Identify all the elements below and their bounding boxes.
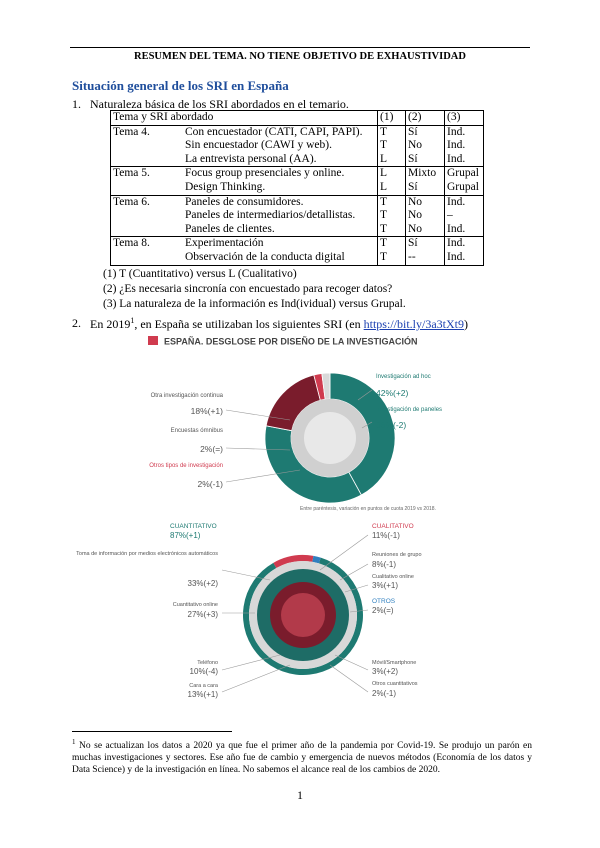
col2-value-line: No <box>408 139 423 152</box>
header-rule <box>70 47 530 48</box>
value-cuantitativo: 87%(+1) <box>170 531 201 540</box>
col3-value-line: Ind. <box>447 237 466 250</box>
col2-value <box>406 167 445 195</box>
sri-description-line: Experimentación <box>185 237 264 250</box>
sri-description <box>183 125 378 167</box>
note-2: (2) ¿Es necesaria sincronía con encuestado para recoger datos? <box>103 283 393 295</box>
col1-value <box>378 237 406 265</box>
sri-description-line: Observación de la conducta digital <box>185 250 345 263</box>
col2-value <box>406 125 445 167</box>
label-medios-electronicos: Toma de información por medios electrónicos automáticos <box>76 551 218 557</box>
col3-value-line: – <box>447 209 453 222</box>
label-telefono: Teléfono <box>197 660 218 666</box>
label-paneles: Investigación de paneles <box>376 407 443 413</box>
col3-value-line: Ind. <box>447 222 466 235</box>
infographic-title: ESPAÑA. DESGLOSE POR DISEÑO DE LA INVESTIGACIÓN <box>164 336 418 347</box>
col1-value-line: T <box>380 250 388 263</box>
col3-value-line: Grupal <box>447 180 479 193</box>
col1-value-line: T <box>380 237 388 250</box>
col1-value-line: T <box>380 125 388 138</box>
sri-description-line: Focus group presenciales y online. <box>185 167 345 180</box>
col3-value <box>445 167 484 195</box>
col1-value-line: T <box>380 139 388 152</box>
title-marker <box>148 336 158 345</box>
item-1-number: 1. <box>72 97 81 111</box>
table-row <box>111 237 484 265</box>
footnote-rule <box>72 731 232 732</box>
value-omnibus: 2%(=) <box>200 444 223 454</box>
label-omnibus: Encuestas ómnibus <box>170 428 223 434</box>
col2-value-line: No <box>408 195 423 208</box>
header-topic: Tema y SRI abordado <box>111 111 378 126</box>
col3-value-line: Ind. <box>447 125 466 138</box>
col1-value-line: T <box>380 195 388 208</box>
value-paneles: 36%(-2) <box>376 420 407 430</box>
value-cualitativo: 11%(-1) <box>372 531 400 540</box>
col1-value <box>378 125 406 167</box>
sri-description-line: La entrevista personal (AA). <box>185 152 317 165</box>
footnote: $^1$ No se actualizan los datos a 2020 ya que fue el primer año de la pandemia por Covid-19. Se produjo un parón en muchas investigaciones y sectores. Ese año fue de cambio y emergencia de nuevos métodos (Economía de los datos y Data Science) y de la investigación en línea. No sabemos el alcance real de los cambios de 2020. <box>72 738 533 776</box>
label-cuantitativo: CUANTITATIVO <box>170 523 217 530</box>
col2-value-line: Sí <box>408 125 418 138</box>
tema-label: Tema 5. <box>111 167 184 195</box>
tema-label: Tema 8. <box>111 237 184 265</box>
value-otros-cuantitativos: 2%(-1) <box>372 689 397 698</box>
section-title: Situación general de los SRI en España <box>72 78 289 93</box>
col2-value-line: No <box>408 222 423 235</box>
col1-value-line: L <box>380 152 388 165</box>
infographic <box>76 330 470 702</box>
table-header-row <box>111 111 484 126</box>
col1-value <box>378 195 406 237</box>
col3-value-line: Grupal <box>447 167 479 180</box>
table-row <box>111 125 484 167</box>
sri-description <box>183 195 378 237</box>
label-cara-a-cara: Cara a cara <box>189 683 218 689</box>
col2-value-line: -- <box>408 250 416 263</box>
col2-value-line: No <box>408 209 423 222</box>
footnote-ref: 1 <box>130 316 135 325</box>
tema-label: Tema 6. <box>111 195 184 237</box>
header-c1: (1) <box>378 111 406 126</box>
table-row <box>111 167 484 195</box>
sri-description-line: Paneles de clientes. <box>185 222 275 235</box>
value-medios-electronicos: 33%(+2) <box>187 579 218 588</box>
col3-value <box>445 195 484 237</box>
source-link[interactable]: https://bit.ly/3a3tXt9 <box>363 317 464 331</box>
header-c2: (2) <box>406 111 445 126</box>
value-movil: 3%(+2) <box>372 667 399 676</box>
label-otros-tipos: Otros tipos de investigación <box>149 463 223 469</box>
sri-description-line: Paneles de consumidores. <box>185 195 304 208</box>
sri-description-line: Con encuestador (CATI, CAPI, PAPI). <box>185 125 363 138</box>
note-3: (3) La naturaleza de la información es Ind(ividual) versus Grupal. <box>103 298 406 310</box>
sri-description <box>183 237 378 265</box>
item-2-text: En 2019$^1$, en España se utilizaban los siguientes SRI (en https://bit.ly/3a3tXt9) <box>90 316 468 331</box>
value-cuantitativo-online: 27%(+3) <box>187 610 218 619</box>
col3-value <box>445 237 484 265</box>
sri-description-line: Sin encuestador (CAWI y web). <box>185 139 332 152</box>
label-reuniones-grupo: Reuniones de grupo <box>372 552 422 558</box>
donut1-center <box>304 412 356 464</box>
col3-value <box>445 125 484 167</box>
label-cualitativo: CUALITATIVO <box>372 523 414 530</box>
col2-value-line: Sí <box>408 237 418 250</box>
sri-description-line: Design Thinking. <box>185 180 266 193</box>
value-otros: 2%(=) <box>372 606 394 615</box>
page-header: RESUMEN DEL TEMA. NO TIENE OBJETIVO DE EXHAUSTIVIDAD <box>134 51 466 62</box>
col2-value-line: Mixto <box>408 167 437 180</box>
col3-value-line: Ind. <box>447 195 466 208</box>
col1-value-line: L <box>380 180 388 193</box>
page-number: 1 <box>297 788 303 802</box>
value-otra-continua: 18%(+1) <box>190 406 223 416</box>
header-c3: (3) <box>445 111 484 126</box>
label-cualitativo-online: Cualitativo online <box>372 574 414 580</box>
sri-description <box>183 167 378 195</box>
col2-value-line: Sí <box>408 152 418 165</box>
infographic-note: Entre paréntesis, variación en puntos de cuota 2019 vs 2018. <box>300 506 436 512</box>
col1-value <box>378 167 406 195</box>
col1-value-line: T <box>380 222 388 235</box>
value-cara-a-cara: 13%(+1) <box>187 690 218 699</box>
note-1: (1) T (Cuantitativo) versus L (Cualitativo) <box>103 268 297 280</box>
col1-value-line: L <box>380 167 388 180</box>
table-row <box>111 195 484 237</box>
col3-value-line: Ind. <box>447 139 466 152</box>
item-1-text: Naturaleza básica de los SRI abordados en el temario. <box>90 97 349 111</box>
value-adhoc: 42%(+2) <box>376 388 409 398</box>
col2-value-line: Sí <box>408 180 418 193</box>
label-otra-continua: Otra investigación continua <box>150 393 223 399</box>
label-adhoc-line1: Investigación ad hoc <box>376 374 431 380</box>
label-cuantitativo-online: Cuantitativo online <box>172 602 218 608</box>
donut2-core <box>281 593 325 637</box>
sri-table <box>110 110 484 266</box>
value-reuniones-grupo: 8%(-1) <box>372 560 397 569</box>
value-cualitativo-online: 3%(+1) <box>372 581 399 590</box>
label-movil: Móvil/Smartphone <box>372 660 417 666</box>
tema-label: Tema 4. <box>111 125 184 167</box>
sri-description-line: Paneles de intermediarios/detallistas. <box>185 209 356 222</box>
col3-value-line: Ind. <box>447 250 466 263</box>
col2-value <box>406 237 445 265</box>
value-telefono: 10%(-4) <box>189 667 218 676</box>
label-otros-cuantitativos: Otros cuantitativos <box>372 681 418 687</box>
label-otros: OTROS <box>372 598 396 605</box>
col2-value <box>406 195 445 237</box>
value-otros-tipos: 2%(-1) <box>197 479 223 489</box>
col1-value-line: T <box>380 209 388 222</box>
item-2-number: 2. <box>72 316 81 330</box>
col3-value-line: Ind. <box>447 152 466 165</box>
